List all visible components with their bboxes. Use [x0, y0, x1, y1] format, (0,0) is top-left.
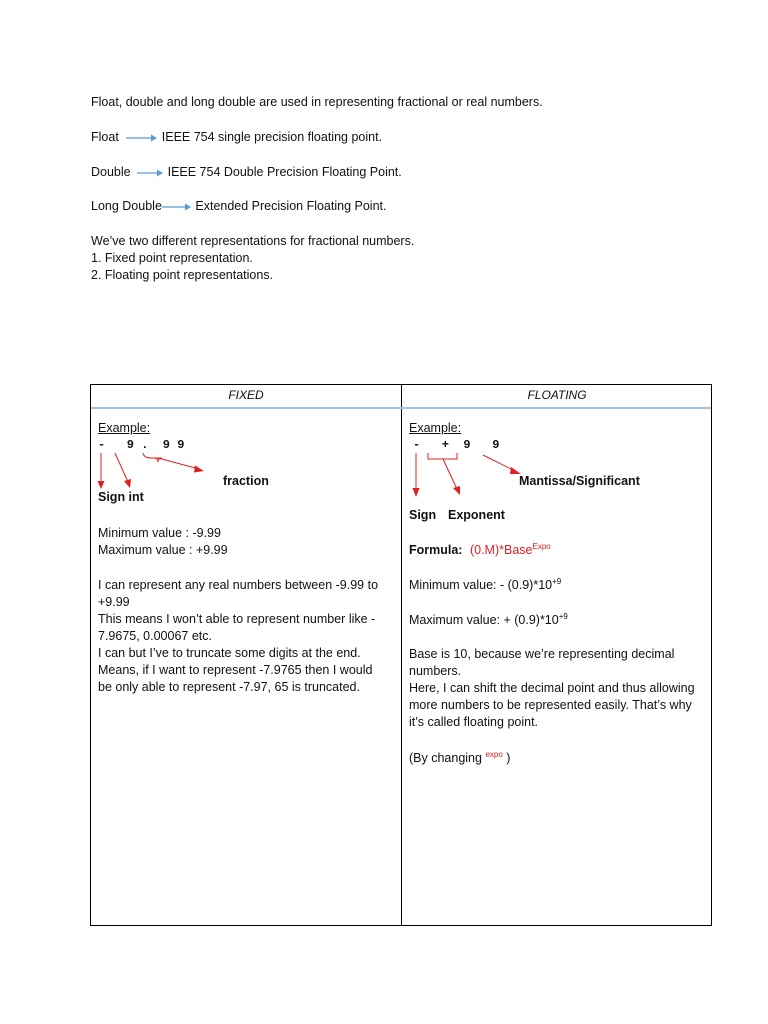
by-changing-close: ) — [502, 751, 511, 765]
floating-min-sup: +9 — [552, 576, 562, 586]
reps-intro: We’ve two different representations for fractional numbers. — [91, 234, 415, 248]
fixed-example-digits: - 9 . 9 9 — [98, 438, 185, 452]
fixed-para-line: I can represent any real numbers between -9.99 to — [98, 578, 379, 592]
fraction-label: fraction — [223, 474, 269, 488]
double-label: Double — [91, 165, 131, 179]
arrow-right-icon — [122, 133, 158, 143]
floating-para-line: Base is 10, because we’re representing decimal — [409, 647, 675, 661]
exponent-label: Exponent — [448, 508, 505, 522]
fixed-para-line: be only able to represent -7.97, 65 is truncated. — [98, 680, 360, 694]
double-line — [91, 164, 402, 180]
floating-para-line: Here, I can shift the decimal point and thus allowing — [409, 681, 695, 695]
fixed-para-line: Means, if I want to represent -7.9765 then I would — [98, 663, 373, 677]
float-line — [91, 129, 382, 145]
floating-min-text: Minimum value: - (0.9)*10 — [409, 578, 553, 592]
floating-annotation-arrows — [91, 385, 713, 525]
formula-line — [409, 542, 551, 559]
fixed-max-value: Maximum value : +9.99 — [98, 543, 228, 557]
formula-exponent: Expo — [532, 541, 551, 551]
floating-min-value — [409, 577, 561, 594]
fixed-para-line: This means I won’t able to represent number like - — [98, 612, 376, 626]
long-double-line — [91, 198, 386, 214]
fixed-para-line: 7.9675, 0.00067 etc. — [98, 629, 212, 643]
floating-max-sup: +9 — [558, 611, 568, 621]
double-desc: IEEE 754 Double Precision Floating Point. — [167, 165, 402, 179]
floating-para-line: it’s called floating point. — [409, 715, 539, 729]
fixed-para-line: I can but I’ve to truncate some digits at the end. — [98, 646, 361, 660]
float-desc: IEEE 754 single precision floating point. — [161, 130, 383, 144]
floating-header: FLOATING — [527, 388, 587, 402]
fixed-para-line: +9.99 — [98, 595, 130, 609]
long-double-desc: Extended Precision Floating Point. — [195, 199, 387, 213]
sign-int-label: Sign int — [98, 490, 144, 504]
arrow-right-icon — [134, 168, 164, 178]
floating-example-label: Example: — [409, 421, 462, 435]
float-label: Float — [91, 130, 119, 144]
fixed-min-value: Minimum value : -9.99 — [98, 526, 221, 540]
intro-line: Float, double and long double are used in representing fractional or real numbers. — [91, 95, 543, 109]
rep-item-2: 2. Floating point representations. — [91, 268, 274, 282]
floating-max-text: Maximum value: + (0.9)*10 — [409, 613, 559, 627]
by-changing-text: (By changing — [409, 751, 482, 765]
formula-label: Formula: — [409, 543, 463, 557]
sign-label: Sign — [409, 508, 437, 522]
mantissa-label: Mantissa/Significant — [519, 474, 640, 488]
by-changing-sup: expo — [485, 749, 503, 759]
floating-example-digits: - + 9 9 — [413, 438, 500, 452]
arrow-right-icon — [162, 202, 192, 212]
floating-para-line: numbers. — [409, 664, 462, 678]
floating-max-value — [409, 612, 568, 629]
floating-para-line: more numbers to be represented easily. That’s why — [409, 698, 692, 712]
rep-item-1: 1. Fixed point representation. — [91, 251, 253, 265]
long-double-label: Long Double — [91, 199, 162, 213]
fixed-example-label: Example: — [98, 421, 151, 435]
by-changing-note — [409, 750, 510, 767]
formula-expression: (0.M)*Base — [469, 543, 533, 557]
fixed-header: FIXED — [228, 388, 264, 402]
comparison-table — [90, 384, 712, 926]
